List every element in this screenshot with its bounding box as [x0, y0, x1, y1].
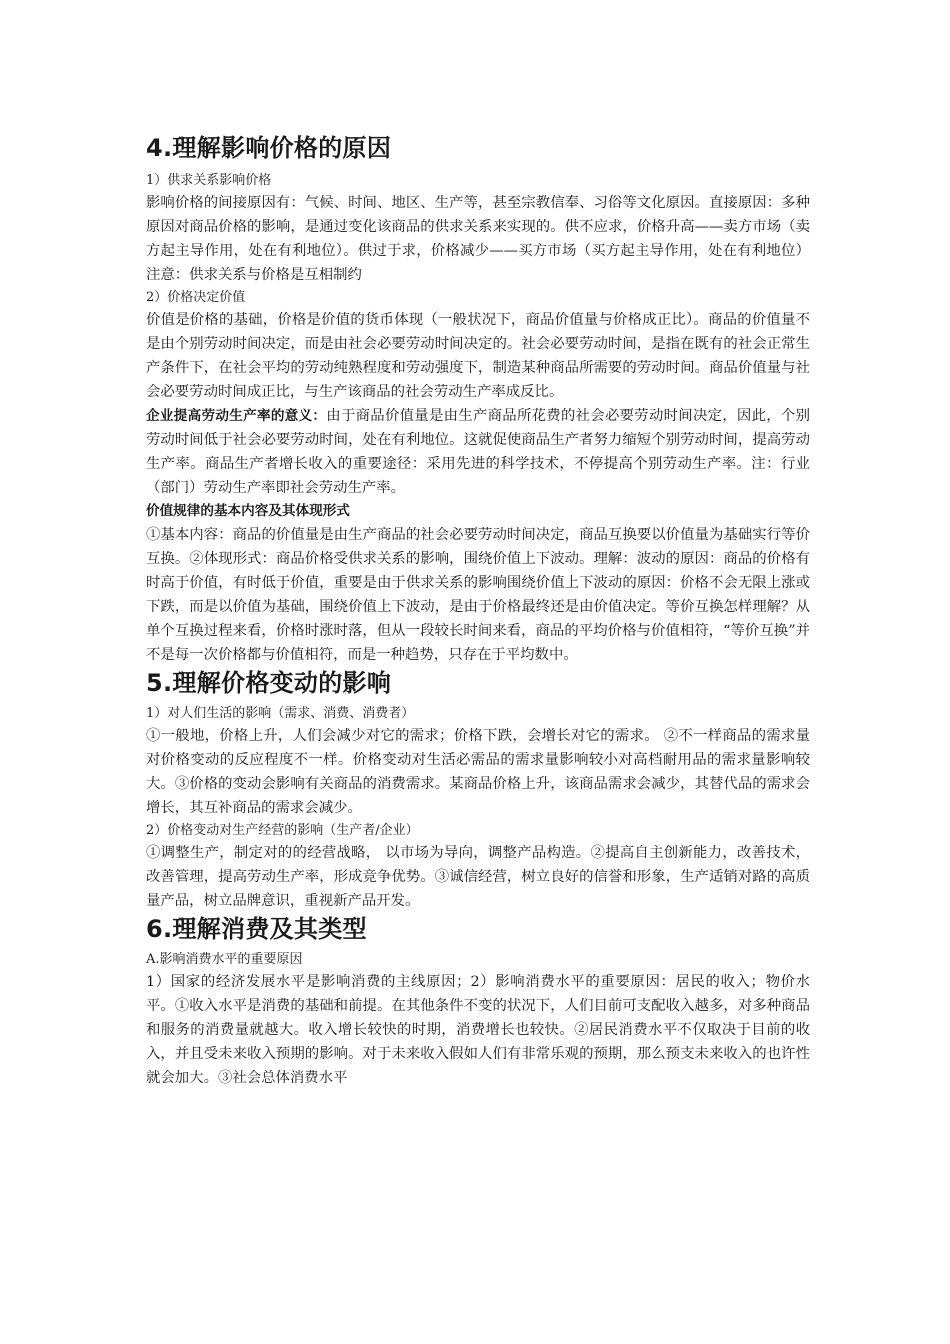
section-4-subheading-2: 2）价格决定价值 [146, 290, 246, 305]
section-5-title: 5.理解价格变动的影响 [146, 669, 392, 697]
section-4-subheading-1: 1）供求关系影响价格 [146, 173, 272, 188]
document-page [146, 128, 810, 1090]
section-4-paragraph-1: 影响价格的间接原因有：气候、时间、地区、生产等，甚至宗教信奉、习俗等文化原因。直接原因：多种原因对商品价格的影响，是通过变化该商品的供求关系来实现的。供不应求，价格升高——卖方市场（卖方起主导作用，处在有利地位）。供过于求，价格减少——买方市场（买方起主导作用，处在有利地位）注意：供求关系与价格是互相制约 [146, 195, 810, 283]
value-law-label: 价值规律的基本内容及其体现形式 [146, 503, 350, 519]
section-4-title: 4.理解影响价格的原因 [146, 134, 392, 162]
section-5-subheading-2: 2）价格变动对生产经营的影响（生产者/企业） [146, 823, 419, 838]
section-4-paragraph-2: 价值是价格的基础，价格是价值的货币体现（一般状况下，商品价值量与价格成正比）。商品的价值量不是由个别劳动时间决定，而是由社会必要劳动时间决定的。社会必要劳动时间，是指在既有的社会正常生产条件下，在社会平均的劳动纯熟程度和劳动强度下，制造某种商品所需要的劳动时间。商品价值量与社会必要劳动时间成正比，与生产该商品的社会劳动生产率成反比。 [146, 312, 810, 400]
section-5-subheading-1: 1）对人们生活的影响（需求、消费、消费者） [146, 706, 415, 721]
section-5-paragraph-2: ①调整生产，制定对的的经营战略， 以市场为导向，调整产品构造。②提高自主创新能力，改善技术，改善管理，提高劳动生产率，形成竞争优势。③诚信经营，树立良好的信誉和形象，生产适销对路的高质量产品，树立品牌意识，重视新产品开发。 [146, 845, 810, 909]
section-6-subheading-1: A.影响消费水平的重要原因 [146, 952, 303, 967]
section-6-title: 6.理解消费及其类型 [146, 915, 367, 943]
section-6-paragraph-1: 1）国家的经济发展水平是影响消费的主线原因；2）影响消费水平的重要原因：居民的收入；物价水平。①收入水平是消费的基础和前提。在其他条件不变的状况下，人们目前可支配收入越多，对多种商品和服务的消费量就越大。收入增长较快的时期，消费增长也较快。②居民消费水平不仅取决于目前的收入，并且受未来收入预期的影响。对于未来收入假如人们有非常乐观的预期，那么预支未来收入的也许性就会加大。③社会总体消费水平 [146, 974, 810, 1086]
section-4-paragraph-3 [146, 404, 810, 500]
section-5-paragraph-1: ①一般地，价格上升，人们会减少对它的需求；价格下跌，会增长对它的需求。 ②不一样商品的需求量对价格变动的反应程度不一样。价格变动对生活必需品的需求量影响较小对高档耐用品的需求量影响较大。③价格的变动会影响有关商品的消费需求。某商品价格上升，该商品需求会减少，其替代品的需求会增长，其互补商品的需求会减少。 [146, 728, 810, 816]
productivity-significance-text: 由于商品价值量是由生产商品所花费的社会必要劳动时间决定，因此，个别劳动时间低于社会必要劳动时间，处在有利地位。这就促使商品生产者努力缩短个别劳动时间，提高劳动生产率。商品生产者增长收入的重要途径：采用先进的科学技术，不停提高个别劳动生产率。注：行业（部门）劳动生产率即社会劳动生产率。 [146, 408, 810, 496]
section-4-paragraph-4: ①基本内容：商品的价值量是由生产商品的社会必要劳动时间决定，商品互换要以价值量为基础实行等价互换。②体现形式：商品价格受供求关系的影响，围绕价值上下波动。理解：波动的原因：商品的价格有时高于价值，有时低于价值，重要是由于供求关系的影响围绕价值上下波动的原因：价格不会无限上涨或下跌，而是以价值为基础，围绕价值上下波动，是由于价格最终还是由价值决定。等价互换怎样理解？从单个互换过程来看，价格时涨时落，但从一段较长时间来看，商品的平均价格与价值相符，“等价互换”并不是每一次价格都与价值相符，而是一种趋势，只存在于平均数中。 [146, 527, 810, 663]
productivity-significance-label: 企业提高劳动生产率的意义： [146, 408, 327, 424]
